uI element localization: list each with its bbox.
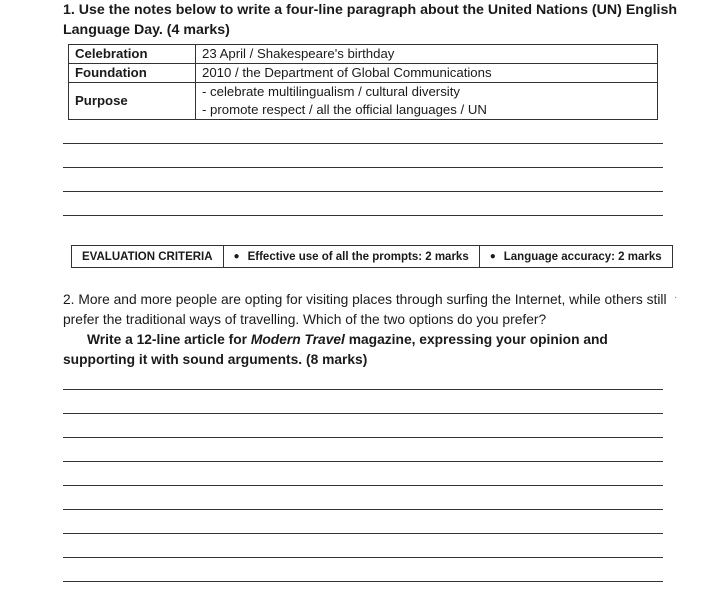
answer-line-q1-1[interactable] [63,143,663,144]
notes-value-foundation: 2010 / the Department of Global Communications [196,64,658,83]
purpose-line-2: - promote respect / all the official languages / UN [202,102,487,117]
bullet-icon: ● [233,251,240,262]
question-2-task [63,330,663,370]
table-row [69,83,658,120]
answer-line-q2-5[interactable] [63,485,663,486]
purpose-line-1: - celebrate multilingualism / cultural diversity [202,84,460,99]
notes-label-foundation: Foundation [69,64,196,83]
notes-value-purpose [196,83,658,120]
stray-mark: · [674,292,678,303]
answer-line-q2-2[interactable] [63,413,663,414]
magazine-name: Modern Travel [250,332,345,347]
notes-label-celebration: Celebration [69,45,196,64]
criterion-prompts-text: Effective use of all the prompts: 2 marks [247,250,469,263]
notes-value-celebration: 23 April / Shakespeare's birthday [196,45,658,64]
task-text-after: magazine, expressing your opinion and supporting it with sound arguments. (8 marks) [63,332,608,367]
answer-line-q2-1[interactable] [63,389,663,390]
answer-line-q2-4[interactable] [63,461,663,462]
question-1-prompt: 1. Use the notes below to write a four-line paragraph about the United Nations (UN) English Language Day. (4 marks) [63,2,678,38]
answer-line-q2-9[interactable] [63,581,663,582]
answer-line-q2-3[interactable] [63,437,663,438]
evaluation-criteria-box [71,245,673,268]
answer-line-q1-2[interactable] [63,167,663,168]
answer-line-q2-6[interactable] [63,509,663,510]
notes-table [68,44,658,120]
bullet-icon: ● [489,251,496,262]
question-2-prompt: 2. More and more people are opting for visiting places through surfing the Internet, while others still prefer the traditional ways of travelling. Which of the two options do you prefer? [63,292,667,327]
answer-line-q2-8[interactable] [63,557,663,558]
criterion-prompts [224,246,480,267]
answer-line-q1-3[interactable] [63,191,663,192]
table-row [69,45,658,64]
notes-label-purpose: Purpose [69,83,196,120]
criterion-accuracy [480,246,672,267]
answer-line-q2-7[interactable] [63,533,663,534]
evaluation-criteria-title: EVALUATION CRITERIA [72,246,224,267]
criterion-accuracy-text: Language accuracy: 2 marks [503,250,662,263]
table-row [69,64,658,83]
answer-line-q1-4[interactable] [63,215,663,216]
task-text-before: Write a 12-line article for [87,332,251,347]
